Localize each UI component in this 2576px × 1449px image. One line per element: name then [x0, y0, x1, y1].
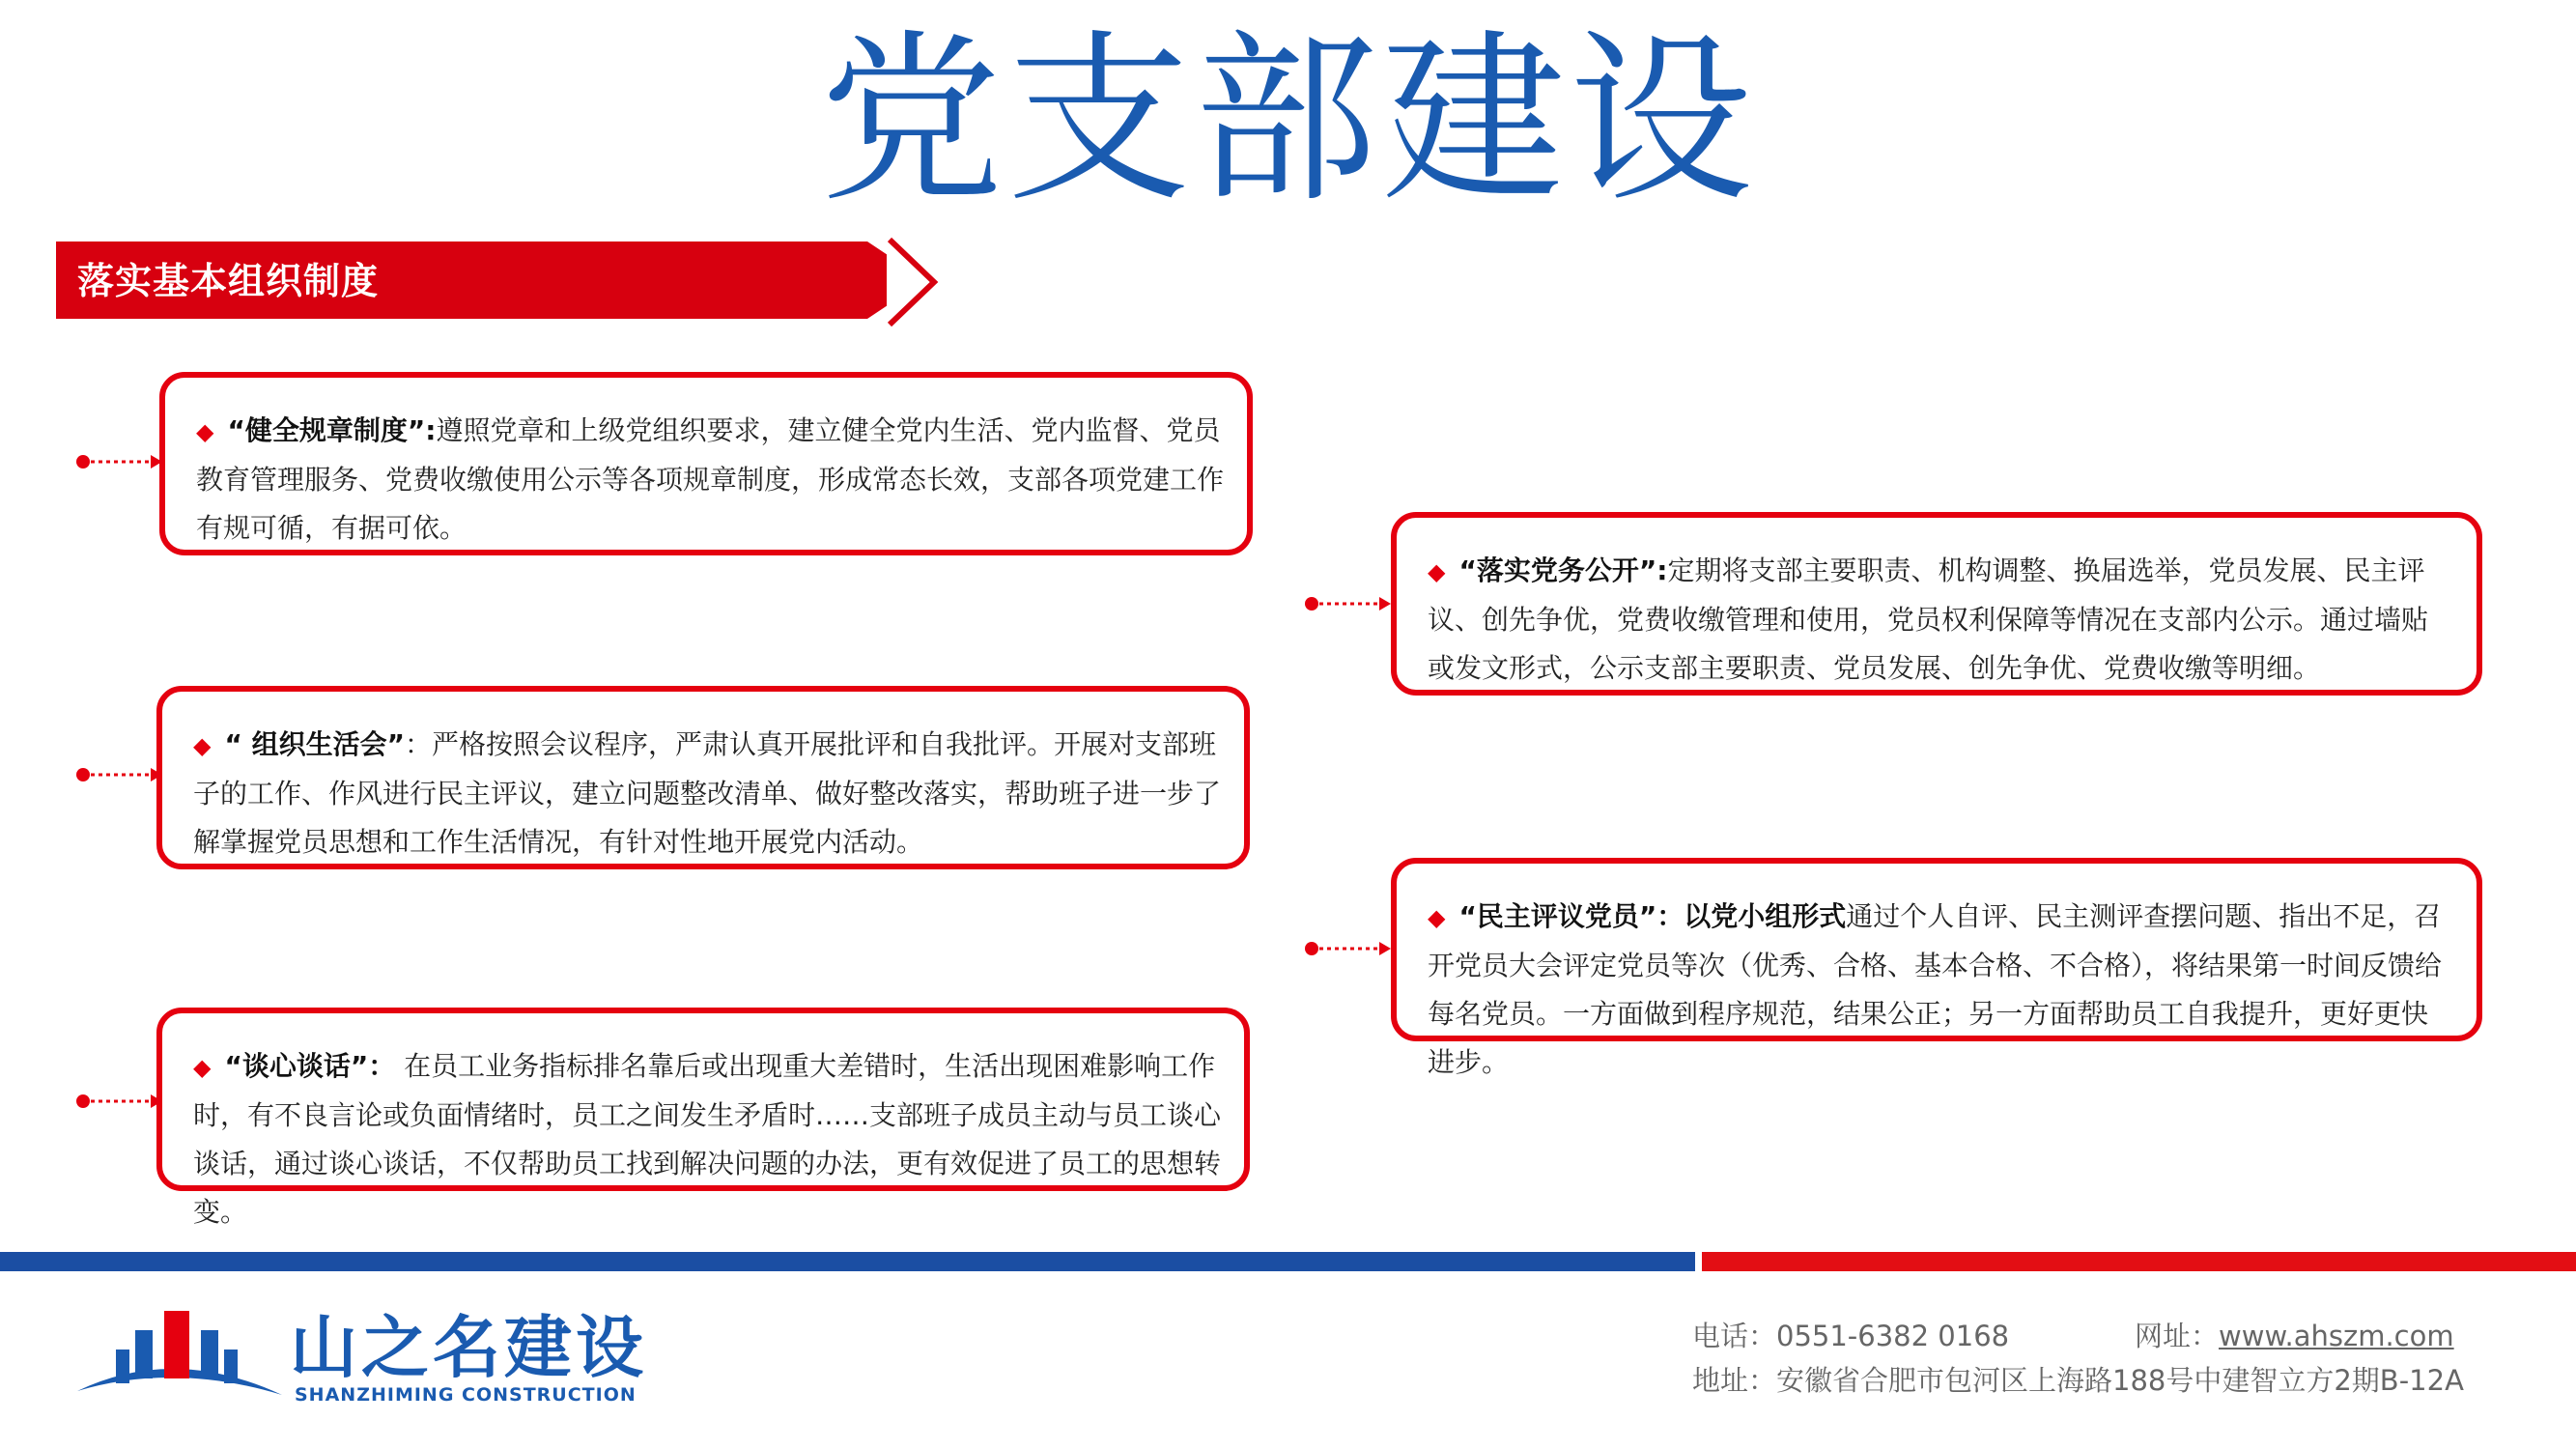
card-heading: “谈心谈话”： — [224, 1050, 396, 1082]
connector-dot-arrow-icon — [75, 763, 162, 786]
brand-name-cn: 山之名建设 — [290, 1308, 647, 1387]
company-logo-icon — [77, 1306, 285, 1403]
card-body: ：严格按照会议程序，严肃认真开展批评和自我批评。开展对支部班子的工作、作风进行民主评议，建立问题整改清单、做好整改落实，帮助班子进一步了解掌握党员思想和工作生活情况，有针对性地开展党内活动。 — [193, 728, 1222, 858]
footer-divider-red — [1702, 1252, 2576, 1271]
connector-dot-arrow-icon — [75, 1090, 162, 1113]
card-party-affairs-public — [1391, 512, 2482, 696]
connector-dot-arrow-icon — [1304, 937, 1391, 960]
page-title: 党支部建设 — [819, 14, 1757, 227]
card-body: 定期将支部主要职责、机构调整、换届选举，党员发展、民主评议、创先争优，党费收缴管理和使用，党员权利保障等情况在支部内公示。通过墙贴或发文形式，公示支部主要职责、党员发展、创先争优、党费收缴等明细。 — [1428, 554, 2429, 684]
contact-address: 地址：安徽省合肥市包河区上海路188号中建智立方2期B-12A — [1692, 1364, 2464, 1397]
card-democratic-evaluation — [1391, 858, 2482, 1078]
diamond-bullet-icon: ◆ — [1428, 904, 1446, 931]
contact-phone: 电话：0551-6382 0168 — [1692, 1320, 2010, 1352]
diamond-bullet-icon: ◆ — [1428, 558, 1446, 585]
connector-dot-arrow-icon — [75, 450, 162, 473]
website-label: 网址： — [2135, 1320, 2220, 1352]
card-heading: “落实党务公开”: — [1458, 554, 1668, 586]
card-rules-system — [159, 372, 1253, 555]
brand-name-en: SHANZHIMING CONSTRUCTION — [295, 1384, 637, 1406]
card-heading: “民主评议党员”：以党小组形式 — [1458, 900, 1847, 932]
diamond-bullet-icon: ◆ — [196, 418, 214, 445]
diamond-bullet-icon: ◆ — [193, 1054, 212, 1081]
card-body: 遵照党章和上级党组织要求，建立健全党内生活、党内监督、党员教育管理服务、党费收缴使用公示等各项规章制度，形成常态长效，支部各项党建工作有规可循，有据可依。 — [196, 414, 1225, 544]
contact-website — [2135, 1314, 2454, 1358]
card-heading: “ 组织生活会” — [224, 728, 406, 760]
footer-divider-blue — [0, 1252, 1695, 1271]
card-heart-to-heart-talk — [156, 1008, 1250, 1228]
card-organization-meeting — [156, 686, 1250, 869]
connector-dot-arrow-icon — [1304, 592, 1391, 615]
chevron-right-icon — [884, 234, 942, 330]
card-body: 通过个人自评、民主测评查摆问题、指出不足，召开党员大会评定党员等次（优秀、合格、基本合格、不合格），将结果第一时间反馈给每名党员。一方面做到程序规范，结果公正；另一方面帮助员工自我提升，更好更快进步。 — [1428, 900, 2443, 1078]
website-link[interactable]: www.ahszm.com — [2219, 1320, 2454, 1352]
card-heading: “健全规章制度”: — [227, 414, 437, 446]
section-label: 落实基本组织制度 — [77, 260, 380, 302]
card-body: 在员工业务指标排名靠后或出现重大差错时，生活出现困难影响工作时，有不良言论或负面情绪时，员工之间发生矛盾时……支部班子成员主动与员工谈心谈话，通过谈心谈话，不仅帮助员工找到解决问题的办法，更有效促进了员工的思想转变。 — [193, 1050, 1222, 1228]
diamond-bullet-icon: ◆ — [193, 732, 212, 759]
